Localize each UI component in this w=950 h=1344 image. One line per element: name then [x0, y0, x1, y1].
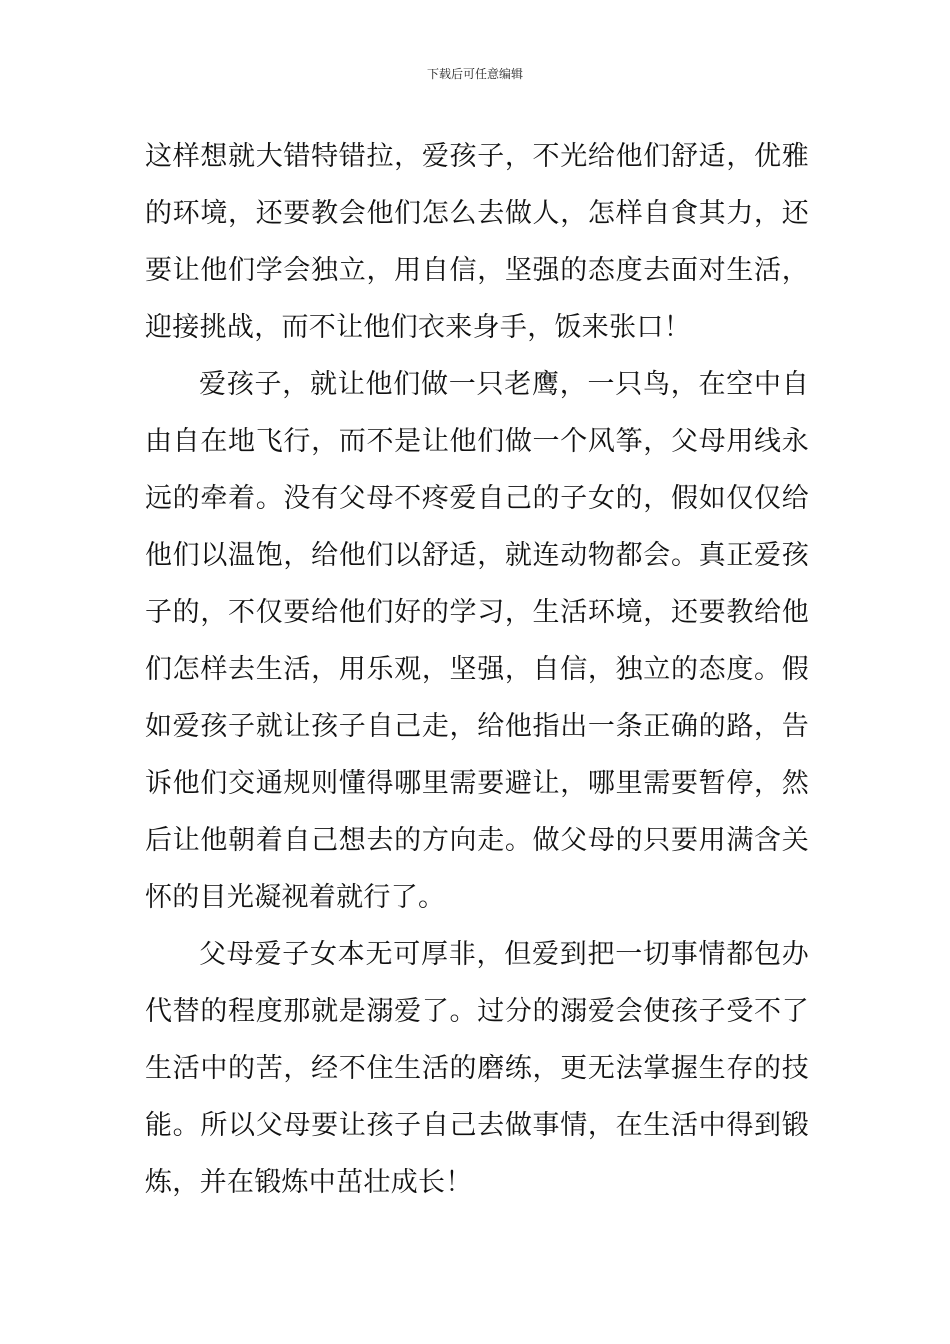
document-body	[145, 128, 809, 1211]
page-header: 下载后可任意编辑	[426, 67, 523, 81]
paragraph-1: 这样想就大错特错拉，爱孩子，不光给他们舒适，优雅的环境，还要教会他们怎么去做人，怎样自食其力，还要让他们学会独立，用自信，坚强的态度去面对生活，迎接挑战，而不让他们衣来身手，饭来张口！	[145, 141, 809, 343]
paragraph-2: 爱孩子，就让他们做一只老鹰，一只鸟，在空中自由自在地飞行，而不是让他们做一个风筝，父母用线永远的牵着。没有父母不疼爱自己的子女的，假如仅仅给他们以温饱，给他们以舒适，就连动物都会。真正爱孩子的，不仅要给他们好的学习，生活环境，还要教给他们怎样去生活，用乐观，坚强，自信，独立的态度。假如爱孩子就让孩子自己走，给他指出一条正确的路，告诉他们交通规则懂得哪里需要避让，哪里需要暂停，然后让他朝着自己想去的方向走。做父母的只要用满含关怀的目光凝视着就行了。	[145, 369, 809, 913]
paragraph-3: 父母爱子女本无可厚非，但爱到把一切事情都包办代替的程度那就是溺爱了。过分的溺爱会使孩子受不了生活中的苦，经不住生活的磨练，更无法掌握生存的技能。所以父母要让孩子自己去做事情，在生活中得到锻炼，并在锻炼中茁壮成长！	[145, 939, 809, 1198]
